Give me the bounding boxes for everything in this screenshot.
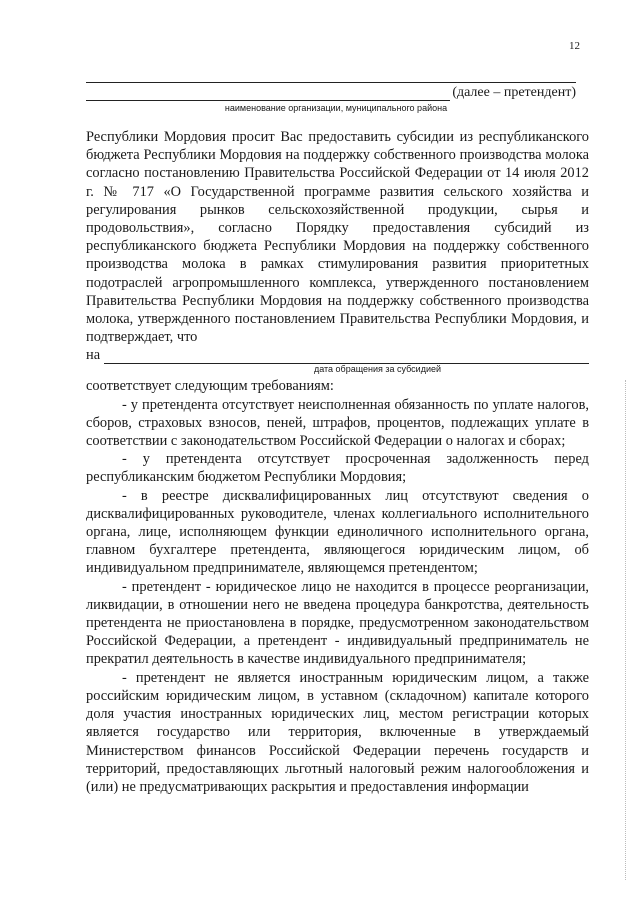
- applicant-name-row: [86, 83, 576, 101]
- requirement-item: - в реестре дисквалифицированных лиц отсутствуют сведения о дисквалифицированных руководителе, членах коллегиального исполнительного органа, лице, исполняющем функции единоличного исполнительного органа, главном бухгалтере претендента, являющегося юридическим лицом, об индивидуальном предпринимателе, являющемся претендентом;: [86, 487, 589, 577]
- applicant-name-line-2: [86, 86, 450, 101]
- requirement-item: - у претендента отсутствует неисполненная обязанность по уплате налогов, сборов, страховых взносов, пеней, штрафов, процентов, подлежащих уплате в соответствии с законодательством Российской Федерации о налогах и сборах;: [86, 396, 589, 450]
- date-line: [104, 349, 589, 364]
- scan-edge-marks: [623, 380, 626, 880]
- date-prefix: на: [86, 347, 101, 364]
- requirement-item: - претендент не является иностранным юридическим лицом, а также российским юридическим лицом, в уставном (складочном) капитале которого доля участия иностранных юридических лиц, местом регистрации которых является государство или территория, включенные в утверждаемый Министерством финансов Российской Федерации перечень государств и территорий, предоставляющих льготный налоговый режим налогообложения и (или) не предусматривающих раскрытия и предоставления информации: [86, 669, 589, 795]
- date-caption: дата обращения за субсидией: [313, 364, 442, 375]
- applicant-suffix: (далее – претендент): [452, 85, 576, 100]
- applicant-name-line-1: [86, 72, 576, 83]
- requirement-item: - претендент - юридическое лицо не находится в процессе реорганизации, ликвидации, в отношении него не введена процедура банкротства, деятельность претендента не приостановлена в порядке, предусмотренном законодательством Российской Федерации, а претендент - индивидуальный предприниматель не прекратил деятельность в качестве индивидуального предпринимателя;: [86, 578, 589, 668]
- document-body: [86, 128, 589, 796]
- request-paragraph: Республики Мордовия просит Вас предоставить субсидии из республиканского бюджета Республики Мордовия на поддержку собственного производства молока согласно постановлению Правительства Российской Федерации от 14 июля 2012 г. № 717 «О Государственной программе развития сельского хозяйства и регулирования рынков сельскохозяйственной продукции, сырья и продовольствия», согласно Порядку предоставления субсидий из республиканского бюджета Республики Мордовия на поддержку собственного производства молока в рамках стимулирования развития приоритетных подотраслей агропромышленного комплекса, утвержденного постановлением Правительства Республики Мордовия на поддержку собственного производства молока, утвержденного постановлением Правительства Республики Мордовия, и подтверждает, что: [86, 129, 589, 346]
- applicant-header: [86, 72, 576, 113]
- date-row: [86, 346, 589, 364]
- requirements-intro: соответствует следующим требованиям:: [86, 378, 334, 395]
- applicant-caption: наименование организации, муниципального района: [224, 103, 448, 113]
- page-number: 12: [569, 40, 580, 52]
- requirement-item: - у претендента отсутствует просроченная задолженность перед республиканским бюджетом Республики Мордовия;: [86, 451, 589, 486]
